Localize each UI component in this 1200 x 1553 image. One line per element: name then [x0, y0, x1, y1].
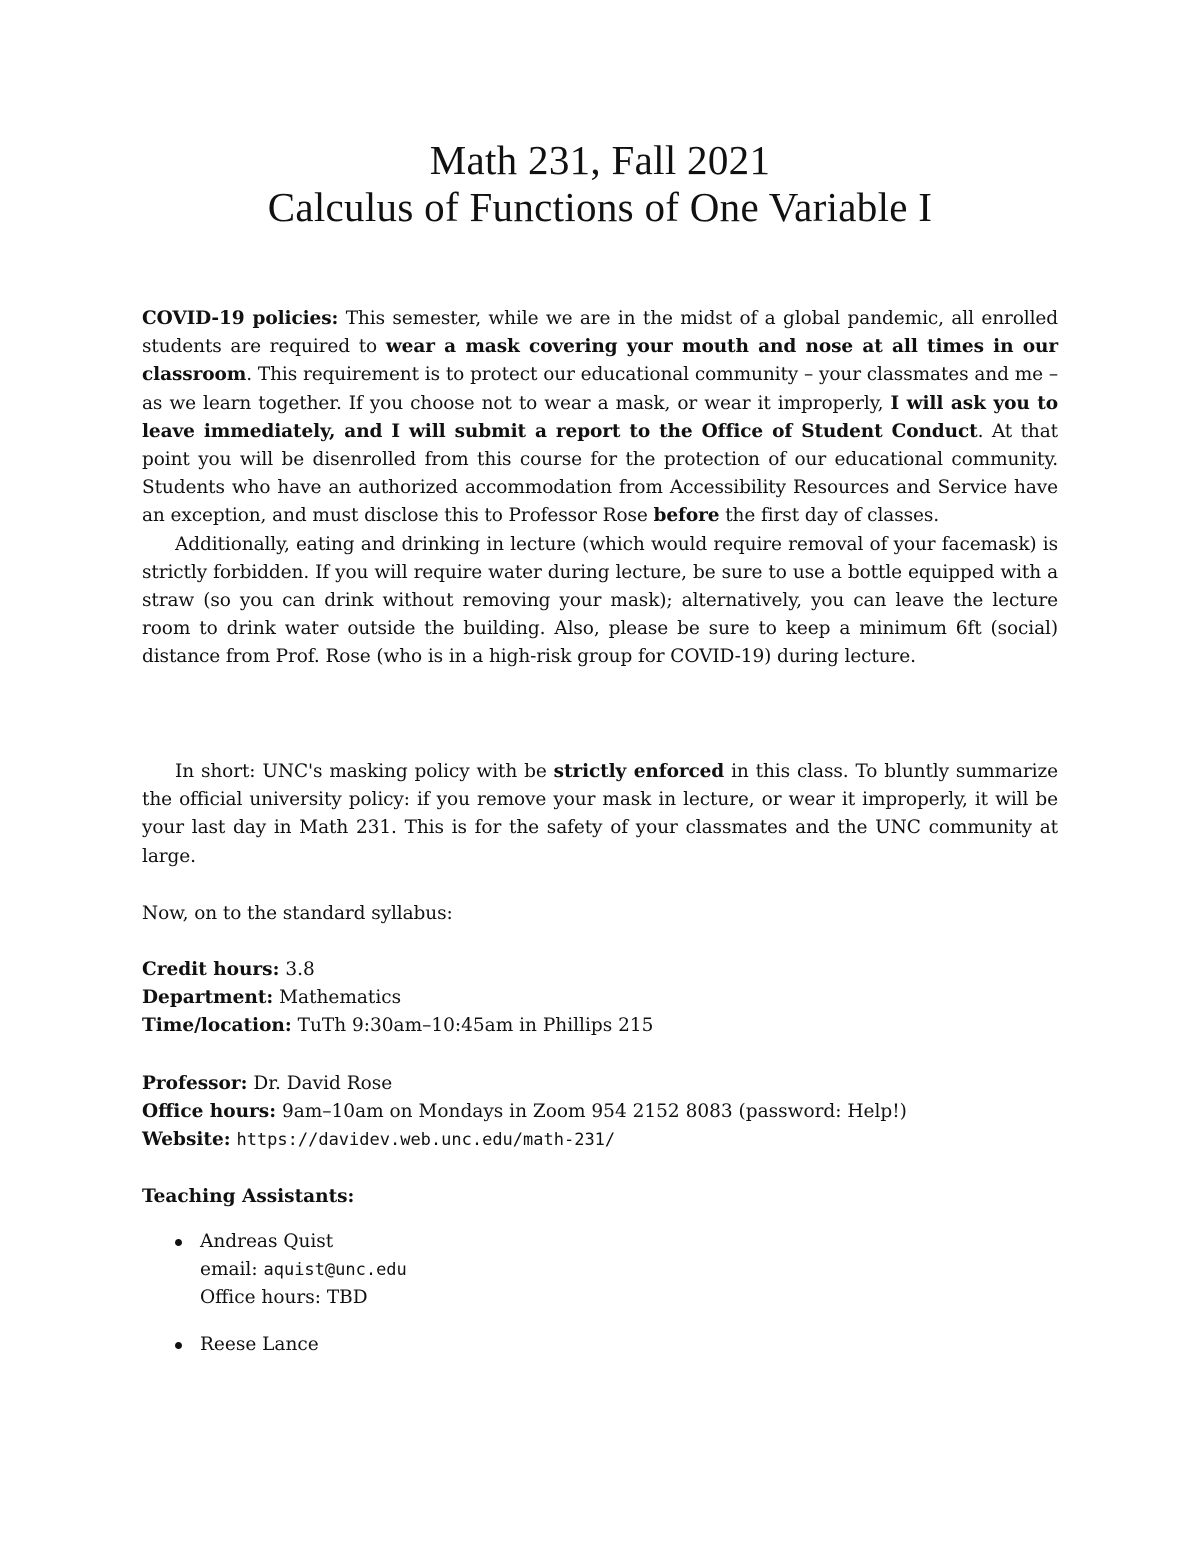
body-text: in this class. To bluntly summarize the official university policy: if you remove your mask in lecture, or wear it improperly, it will be your last day in Math 231. This is for the safety of your classmates and the UNC community at large. [142, 761, 1058, 867]
department-row: Department: Mathematics [142, 987, 402, 1009]
emphasized-text: before [653, 505, 720, 527]
covid-paragraph-2 [142, 531, 1058, 672]
ta-name: Reese Lance [200, 1334, 319, 1355]
ta-email-link[interactable]: aquist@unc.edu [263, 1260, 407, 1281]
body-text: . At that point you will be disenrolled from this course for the protection of our educational community. Students who have an authorized accommodation from Accessibility Resources and Service have an exception, and must disclose this to Professor Rose [142, 420, 1058, 527]
website-row: Website: https://davidev.web.unc.edu/math-231/ [142, 1129, 616, 1151]
body-text: In short: UNC's masking policy with be [175, 761, 554, 782]
course-title: Math 231, Fall 2021 [429, 137, 771, 183]
ta-office-hours: Office hours: TBD [200, 1287, 368, 1309]
covid-paragraph-1 [142, 305, 1058, 531]
professor-row: Professor: Dr. David Rose [142, 1073, 393, 1094]
body-text: This semester, while we are in the midst of a global pandemic, all enrolled students are required to [142, 308, 1059, 358]
ta-item-lance [175, 1331, 319, 1359]
course-info [142, 956, 653, 1041]
body-text: . This requirement is to protect our educational community – your classmates and me – as we learn together. If you choose not to wear a mask, or wear it improperly, [142, 364, 1058, 414]
covid-paragraph-3 [142, 758, 1058, 871]
transition-text: Now, on to the standard syllabus: [142, 903, 453, 924]
covid-policy-section [142, 305, 1058, 672]
time-location-row: Time/location: TuTh 9:30am–10:45am in Phillips 215 [142, 1015, 654, 1037]
body-text: the first day of classes. [719, 505, 940, 527]
body-text: Additionally, eating and drinking in lecture (which would require removal of your facemask) is strictly forbidden. If you will require water during lecture, be sure to use a bottle equipped with a straw (so you can drink without removing your mask); alternatively, you can leave the lecture room to drink water outside the building. Also, please be sure to keep a minimum 6ft (social) distance from Prof. Rose (who is in a high-risk group for COVID-19) during lecture. [142, 533, 1058, 668]
instructor-info [142, 1070, 907, 1155]
bullet-icon [175, 1239, 182, 1246]
bullet-icon [175, 1342, 182, 1349]
emphasized-text: strictly enforced [553, 761, 725, 782]
ta-email-row: email: aquist@unc.edu [200, 1259, 407, 1281]
emphasized-text: wear a mask covering your mouth and nose at all times in our classroom [142, 336, 1058, 386]
emphasized-text: COVID-19 policies: [142, 308, 339, 329]
website-link[interactable]: https://davidev.web.unc.edu/math-231/ [236, 1130, 616, 1151]
course-subtitle: Calculus of Functions of One Variable I [267, 184, 933, 230]
ta-item-quist [175, 1228, 407, 1313]
ta-name: Andreas Quist [200, 1231, 334, 1252]
ta-heading: Teaching Assistants: [142, 1186, 355, 1207]
emphasized-text: I will ask you to leave immediately, and I will submit a report to the Office of Student Conduct [142, 392, 1058, 442]
masking-summary-section [142, 758, 1058, 871]
credit-hours-row: Credit hours: 3.8 [142, 959, 315, 980]
office-hours-row: Office hours: 9am–10am on Mondays in Zoom 954 2152 8083 (password: Help!) [142, 1101, 907, 1123]
